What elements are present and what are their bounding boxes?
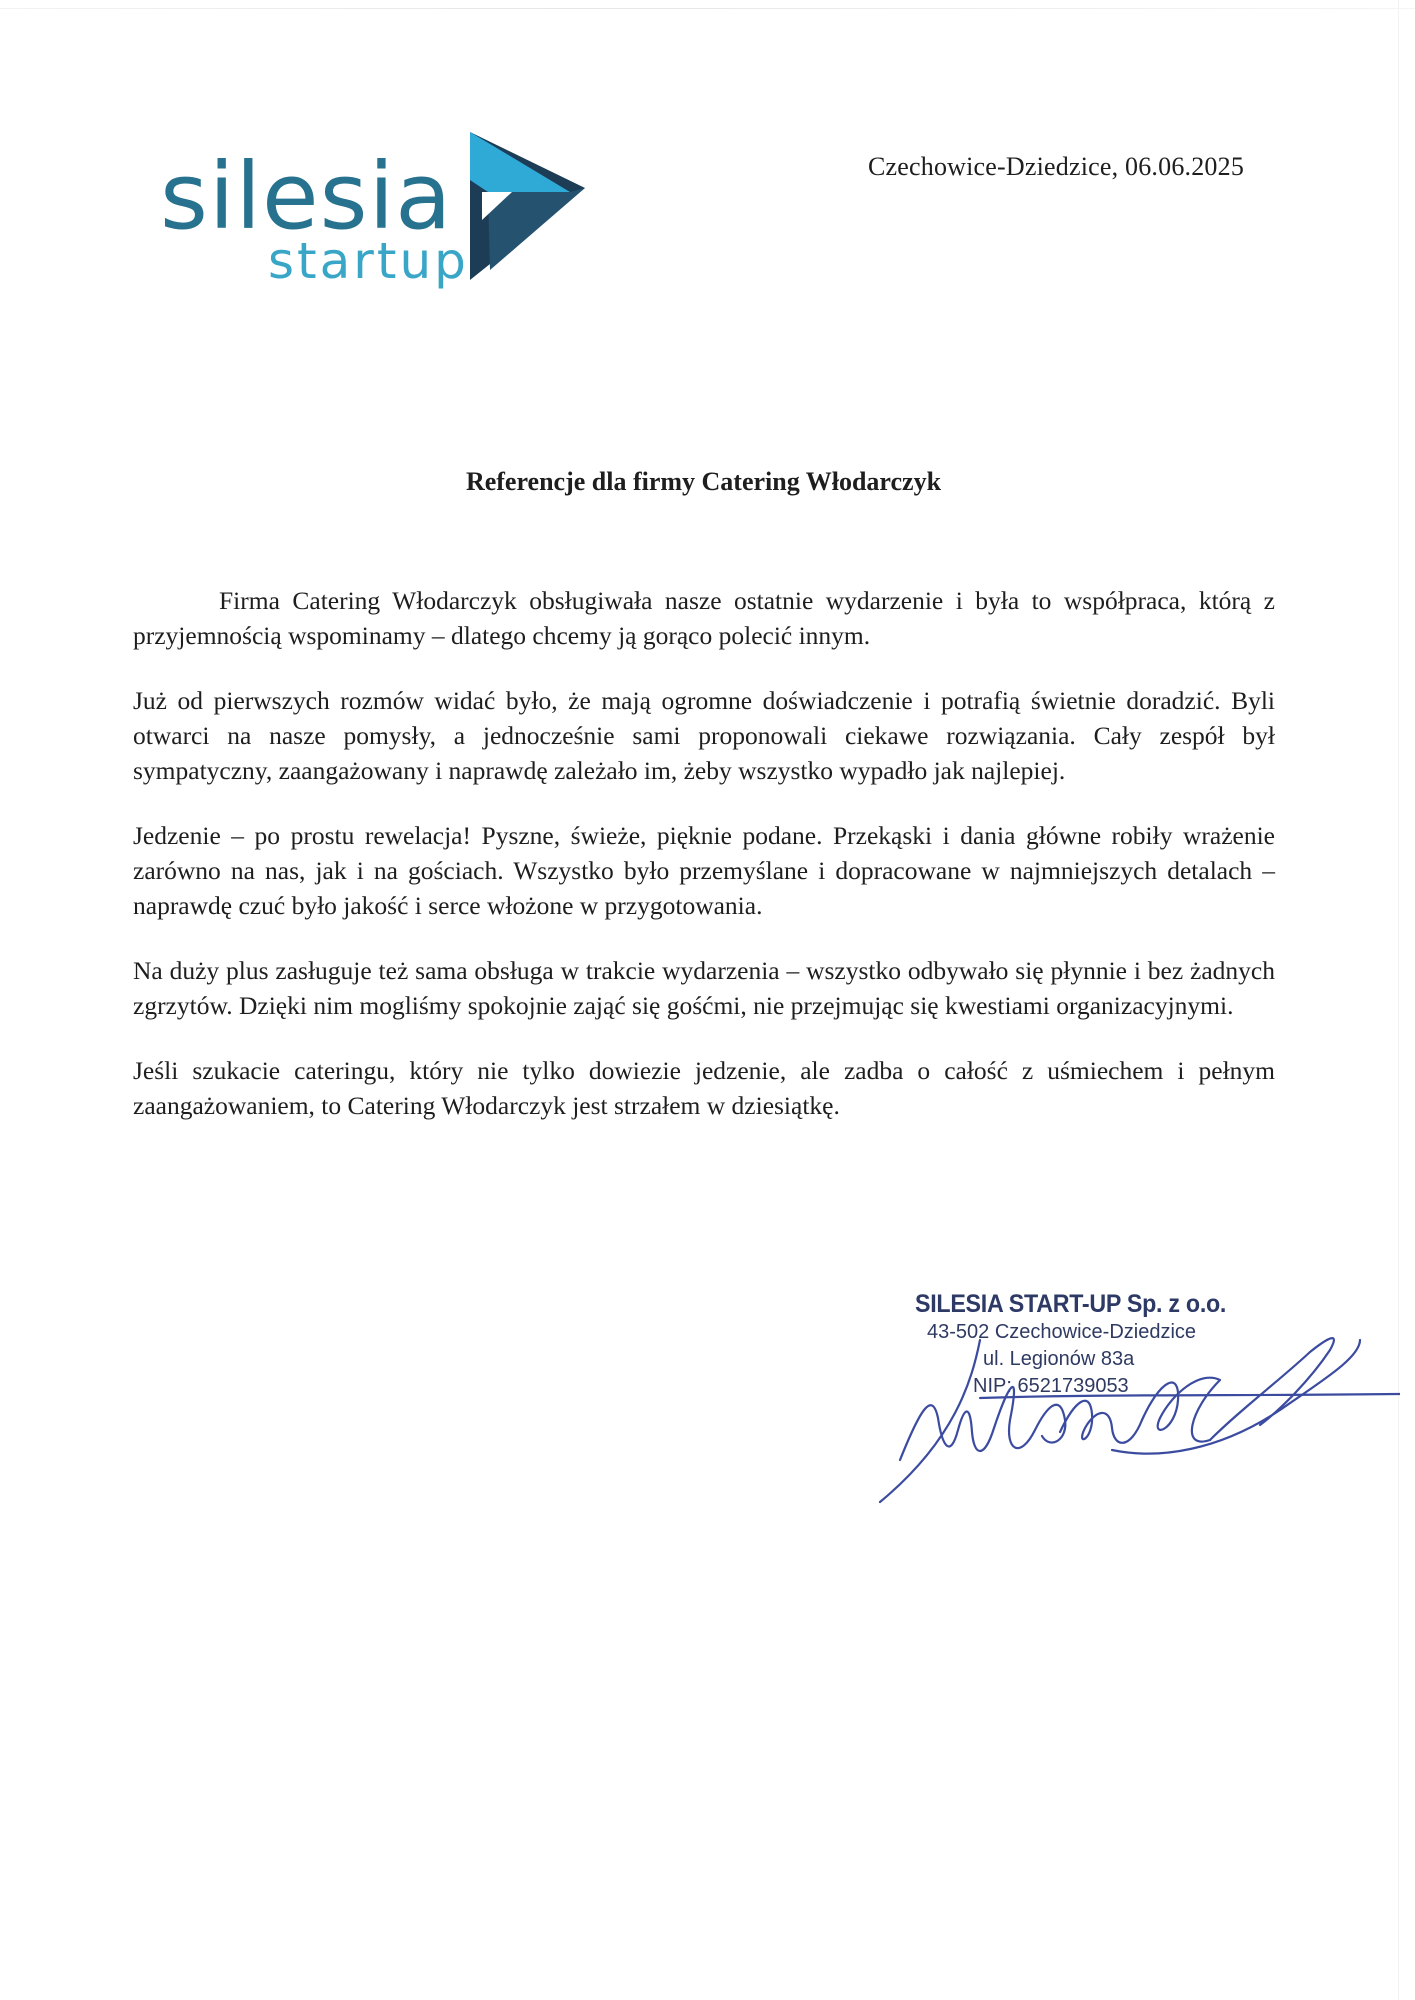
stamp-street-line: ul. Legionów 83a: [983, 1348, 1135, 1370]
document-title: [0, 467, 1415, 497]
stamp-nip-line: NIP: 6521739053: [973, 1375, 1129, 1397]
letter-body: [133, 583, 1275, 1153]
company-stamp: [915, 1290, 1235, 1400]
logo-triangle-front: [470, 132, 570, 192]
paragraph-5: Jeśli szukacie cateringu, który nie tylko dowiezie jedzenie, ale zadba o całość z uśmiechem i pełnym zaangażowaniem, to Catering Włodarczyk jest strzałem w dziesiątkę.: [133, 1056, 1275, 1120]
company-logo: [160, 120, 600, 295]
paragraph-2: Już od pierwszych rozmów widać było, że mają ogromne doświadczenie i potrafią świetnie doradzić. Byli otwarci na nasze pomysły, a jednocześnie sami proponowali ciekawe rozwiązania. Cały zespół był sympatyczny, zaangażowany i naprawdę zależało im, żeby wszystko wypadło jak najlepiej.: [133, 686, 1275, 785]
paragraph-3: Jedzenie – po prostu rewelacja! Pyszne, świeże, pięknie podane. Przekąski i dania główne robiły wrażenie zarówno na nas, jak i na gościach. Wszystko było przemyślane i dopracowane w najmniejszych detalach – naprawdę czuć było jakość i serce włożone w przygotowania.: [133, 821, 1275, 920]
paragraph-4: Na duży plus zasługuje też sama obsługa w trakcie wydarzenia – wszystko odbywało się płynnie i bez żadnych zgrzytów. Dzięki nim mogliśmy spokojnie zająć się gośćmi, nie przejmując się kwestiami organizacyjnymi.: [133, 956, 1275, 1020]
stamp-address-line: 43-502 Czechowice-Dziedzice: [927, 1321, 1197, 1343]
signature-stroke-4: [1060, 1401, 1142, 1443]
scan-edge-right: [1398, 0, 1399, 2000]
stamp-company-name: SILESIA START-UP Sp. z o.o.: [915, 1290, 1227, 1318]
logo-word-sub: startup: [268, 232, 469, 290]
paragraph-1: Firma Catering Włodarczyk obsługiwała nasze ostatnie wydarzenie i była to współpraca, którą z przyjemnością wspominamy – dlatego chcemy ją gorąco polecić innym.: [133, 586, 1275, 650]
signature-stroke-2: [900, 1405, 994, 1460]
scan-edge-top: [0, 8, 1415, 9]
logo-word-main: silesia: [160, 143, 453, 250]
company-logo-graphic: [160, 120, 600, 295]
place-date: Czechowice-Dziedzice, 06.06.2025: [868, 152, 1245, 181]
document-title-text: Referencje dla firmy Catering Włodarczyk: [465, 467, 942, 496]
